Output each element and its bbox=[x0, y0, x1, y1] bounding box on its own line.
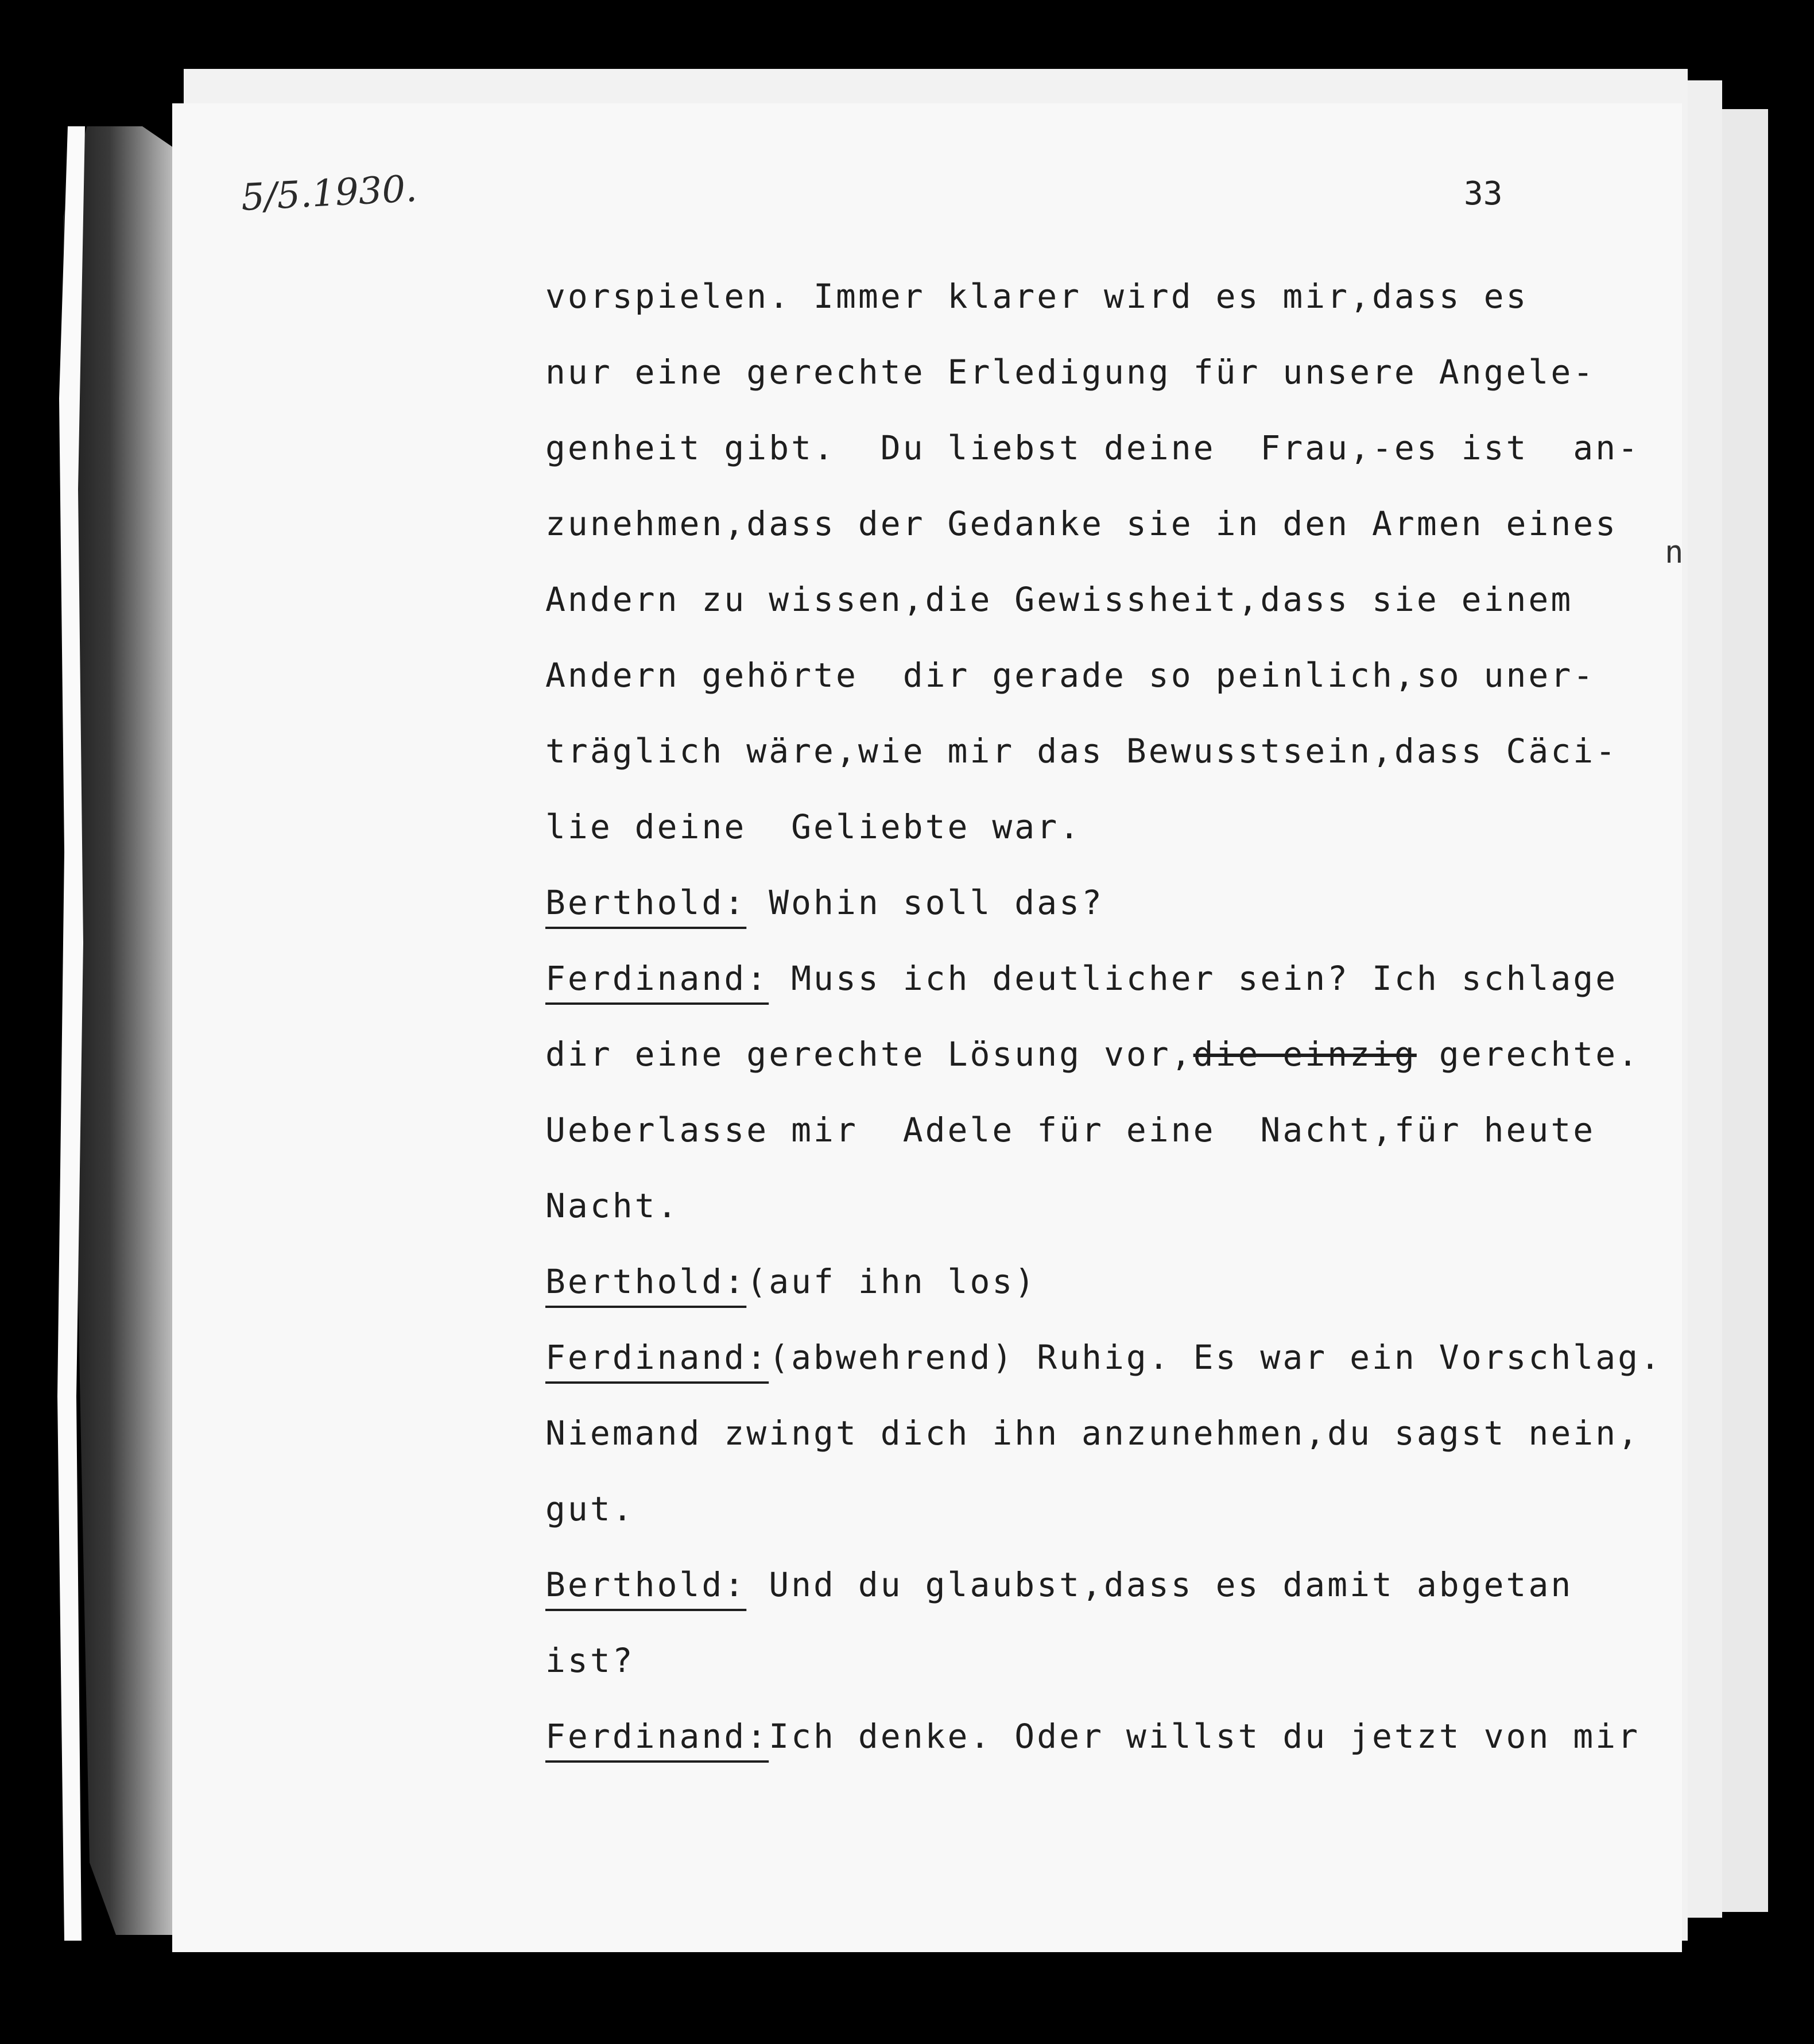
line-text: nur eine gerechte Erledigung für unsere Angele- bbox=[545, 353, 1596, 392]
text-line bbox=[545, 410, 1682, 486]
line-text: Ich denke. Oder willst du jetzt von mir bbox=[769, 1717, 1641, 1756]
struck-text: die einzig bbox=[1193, 1035, 1417, 1074]
line-text: vorspielen. Immer klarer wird es mir,dass es bbox=[545, 277, 1529, 316]
line-text: Nacht. bbox=[545, 1186, 680, 1225]
speaker-name: Berthold: bbox=[545, 883, 747, 922]
speaker-name: Berthold: bbox=[545, 1262, 747, 1301]
text-line bbox=[545, 1319, 1682, 1395]
text-line bbox=[545, 1092, 1682, 1168]
text-line bbox=[545, 865, 1682, 940]
text-line bbox=[545, 1471, 1682, 1547]
text-line bbox=[545, 789, 1682, 865]
speaker-name: Berthold: bbox=[545, 1565, 747, 1604]
text-line bbox=[545, 562, 1682, 637]
line-text: (abwehrend) Ruhig. Es war ein Vorschlag. bbox=[769, 1338, 1662, 1377]
line-text: Und du glaubst,dass es damit abgetan bbox=[746, 1565, 1573, 1604]
text-line bbox=[545, 1698, 1682, 1774]
speaker-name: Ferdinand: bbox=[545, 959, 769, 998]
text-line bbox=[545, 1016, 1682, 1092]
line-text: gut. bbox=[545, 1489, 635, 1528]
line-text: Niemand zwingt dich ihn anzunehmen,du sagst nein, bbox=[545, 1414, 1641, 1453]
margin-mark: n bbox=[1665, 534, 1684, 570]
line-text: lie deine Geliebte war. bbox=[545, 807, 1082, 846]
text-line bbox=[545, 258, 1682, 334]
text-line bbox=[545, 486, 1682, 562]
text-line bbox=[545, 1547, 1682, 1623]
text-line bbox=[545, 1395, 1682, 1471]
typescript-body bbox=[545, 258, 1682, 1774]
text-line bbox=[545, 713, 1682, 789]
line-text: Andern zu wissen,die Gewissheit,dass sie einem bbox=[545, 580, 1573, 619]
line-text-after: gerechte. bbox=[1416, 1035, 1641, 1074]
page-number: 33 bbox=[1464, 175, 1503, 212]
text-line bbox=[545, 940, 1682, 1016]
text-line bbox=[545, 1623, 1682, 1698]
line-text: träglich wäre,wie mir das Bewusstsein,dass Cäci- bbox=[545, 731, 1618, 771]
line-text: genheit gibt. Du liebst deine Frau,-es ist an- bbox=[545, 428, 1641, 467]
line-text: zunehmen,dass der Gedanke sie in den Armen eines bbox=[545, 504, 1618, 543]
line-text: Wohin soll das? bbox=[746, 883, 1104, 922]
line-text: (auf ihn los) bbox=[746, 1262, 1037, 1301]
line-text: Andern gehörte dir gerade so peinlich,so uner- bbox=[545, 656, 1596, 695]
speaker-name: Ferdinand: bbox=[545, 1338, 769, 1377]
text-line bbox=[545, 637, 1682, 713]
handwritten-date: 5/5.1930. bbox=[240, 168, 418, 219]
text-line bbox=[545, 334, 1682, 410]
line-text: Muss ich deutlicher sein? Ich schlage bbox=[769, 959, 1618, 998]
speaker-name: Ferdinand: bbox=[545, 1717, 769, 1756]
line-text: ist? bbox=[545, 1641, 635, 1680]
text-line bbox=[545, 1244, 1682, 1319]
line-text: Ueberlasse mir Adele für eine Nacht,für heute bbox=[545, 1110, 1596, 1149]
text-line bbox=[545, 1168, 1682, 1244]
line-text: dir eine gerechte Lösung vor, bbox=[545, 1035, 1193, 1074]
